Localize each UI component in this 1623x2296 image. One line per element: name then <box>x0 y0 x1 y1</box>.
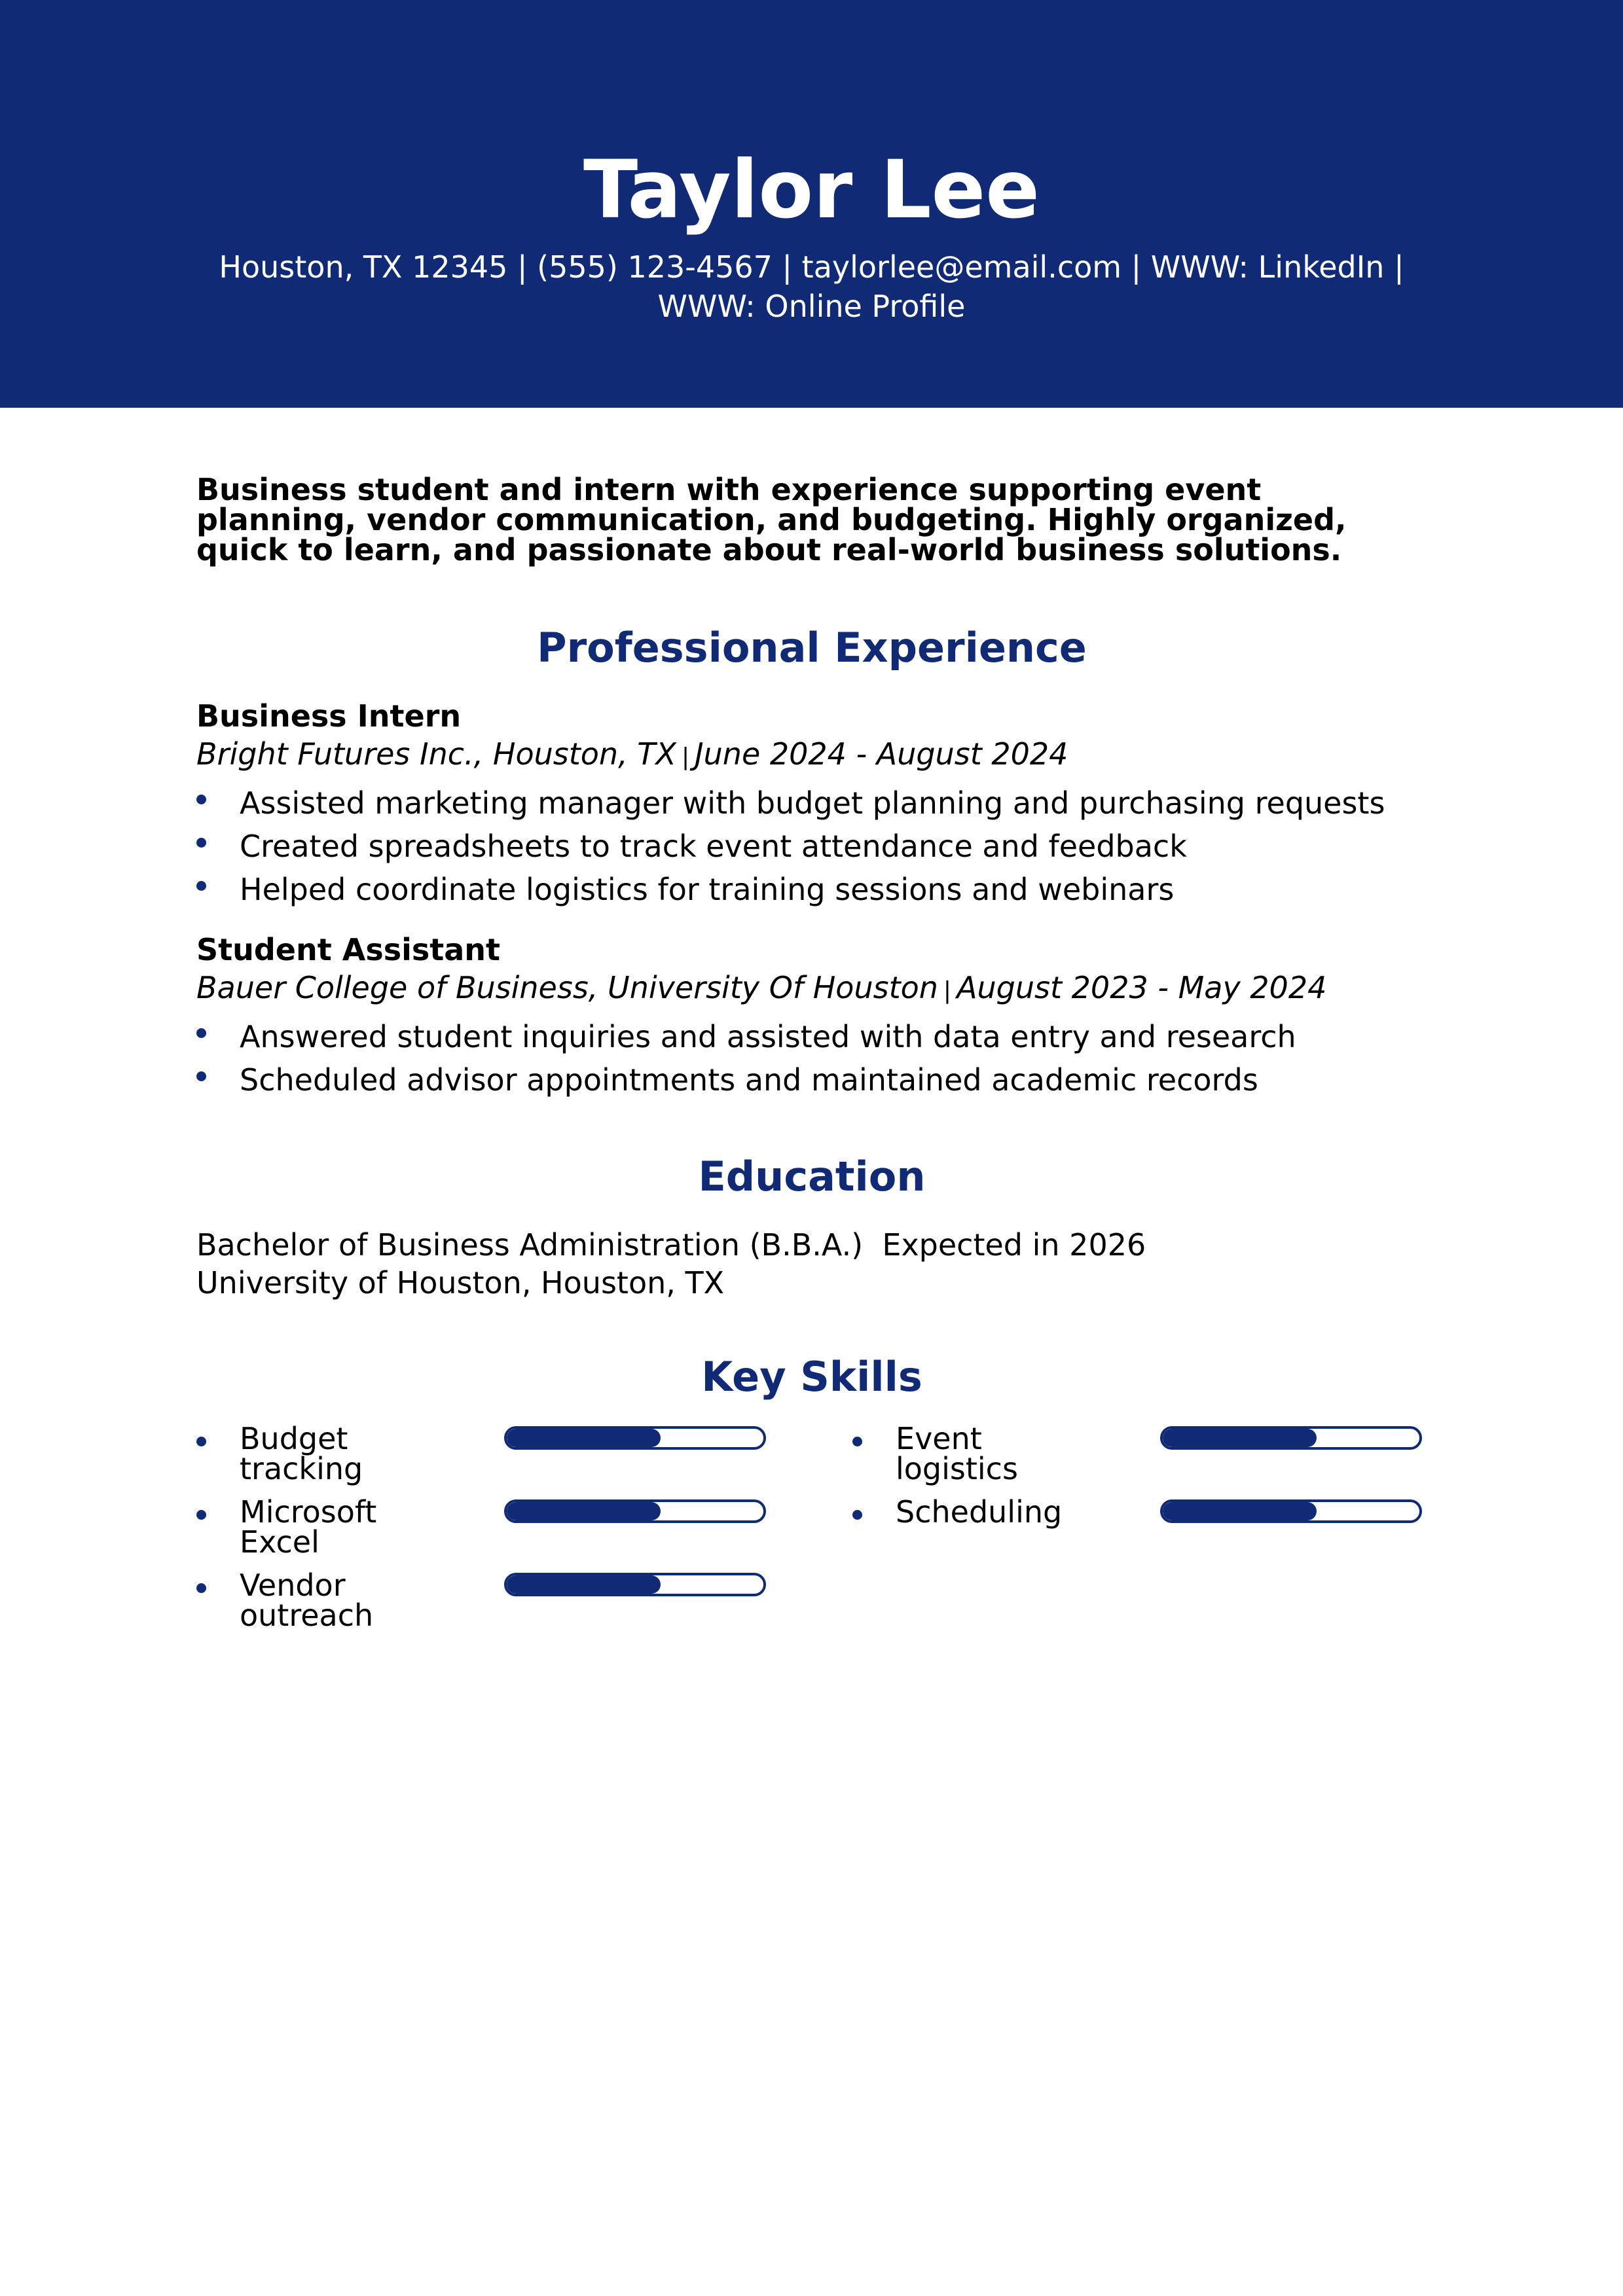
job-bullets <box>196 1015 1427 1102</box>
job-dates: June 2024 - August 2024 <box>695 736 1068 772</box>
skills-grid <box>196 1421 1427 1646</box>
contact-info <box>164 247 1459 326</box>
job-organization-dates <box>196 969 1427 1010</box>
skill-item <box>852 1494 1442 1562</box>
education-entry <box>196 1226 1427 1302</box>
list-item: Helped coordinate logistics for training sessions and webinars <box>196 868 1427 911</box>
job-organization: Bright Futures Inc., Houston, TX <box>196 736 676 772</box>
school: University of Houston, Houston, TX <box>196 1265 725 1300</box>
list-item: Scheduled advisor appointments and maintained academic records <box>196 1058 1427 1102</box>
resume-body <box>196 472 1427 1646</box>
job-organization: Bauer College of Business, University Of Houston <box>196 970 938 1005</box>
skills-section-title: Key Skills <box>701 1353 922 1401</box>
skill-item <box>196 1570 786 1636</box>
separator: | <box>681 744 690 770</box>
skill-item <box>196 1421 786 1489</box>
skill-label: Event logistics <box>896 1421 1018 1486</box>
list-item: Answered student inquiries and assisted with data entry and research <box>196 1015 1427 1058</box>
job-entry <box>196 931 1427 1102</box>
bullet-dot <box>196 1583 206 1593</box>
contact-line-1: Houston, TX 12345 | (555) 123-4567 | taylorlee@email.com | WWW: LinkedIn | <box>219 249 1404 285</box>
education-degree-line <box>196 1226 1427 1264</box>
skill-level-fill <box>1163 1502 1317 1520</box>
skill-item <box>852 1421 1442 1489</box>
skill-level-bar <box>1160 1499 1422 1523</box>
job-title: Student Assistant <box>196 932 501 967</box>
professional-summary: Business student and intern with experience supporting event planning, vendor communication, and budgeting. Highly organized, quick to learn, and passionate about real-world business solutions. <box>196 472 1347 567</box>
list-item: Created spreadsheets to track event attendance and feedback <box>196 825 1427 868</box>
job-dates: August 2023 - May 2024 <box>957 970 1327 1005</box>
job-title: Business Intern <box>196 698 462 734</box>
bullet-dot <box>196 1437 206 1446</box>
skill-level-bar <box>504 1426 766 1450</box>
skill-level-bar <box>1160 1426 1422 1450</box>
job-entry <box>196 697 1427 911</box>
list-item: Assisted marketing manager with budget planning and purchasing requests <box>196 781 1427 825</box>
skill-label: Scheduling <box>896 1494 1063 1530</box>
degree: Bachelor of Business Administration (B.B.A.) <box>196 1227 864 1263</box>
skill-level-fill <box>507 1429 661 1447</box>
job-bullets <box>196 781 1427 911</box>
contact-line-2: WWW: Online Profile <box>657 289 966 324</box>
skill-label: Budget tracking <box>240 1421 363 1486</box>
skill-level-bar <box>504 1499 766 1523</box>
skill-level-bar <box>504 1573 766 1596</box>
bullet-dot <box>196 1510 206 1520</box>
candidate-name: Taylor Lee <box>583 143 1040 236</box>
skill-label: Microsoft Excel <box>240 1494 377 1560</box>
bullet-dot <box>852 1510 862 1520</box>
skill-level-fill <box>507 1502 661 1520</box>
skill-level-fill <box>1163 1429 1317 1447</box>
skill-label: Vendor outreach <box>240 1568 374 1633</box>
separator: | <box>943 977 952 1004</box>
job-organization-dates <box>196 735 1427 776</box>
resume-header <box>0 0 1623 408</box>
expected-date: Expected in 2026 <box>882 1227 1146 1263</box>
education-section-title: Education <box>698 1153 926 1200</box>
experience-section-title: Professional Experience <box>537 624 1087 672</box>
skill-level-fill <box>507 1575 661 1594</box>
skill-item <box>196 1494 786 1562</box>
bullet-dot <box>852 1437 862 1446</box>
